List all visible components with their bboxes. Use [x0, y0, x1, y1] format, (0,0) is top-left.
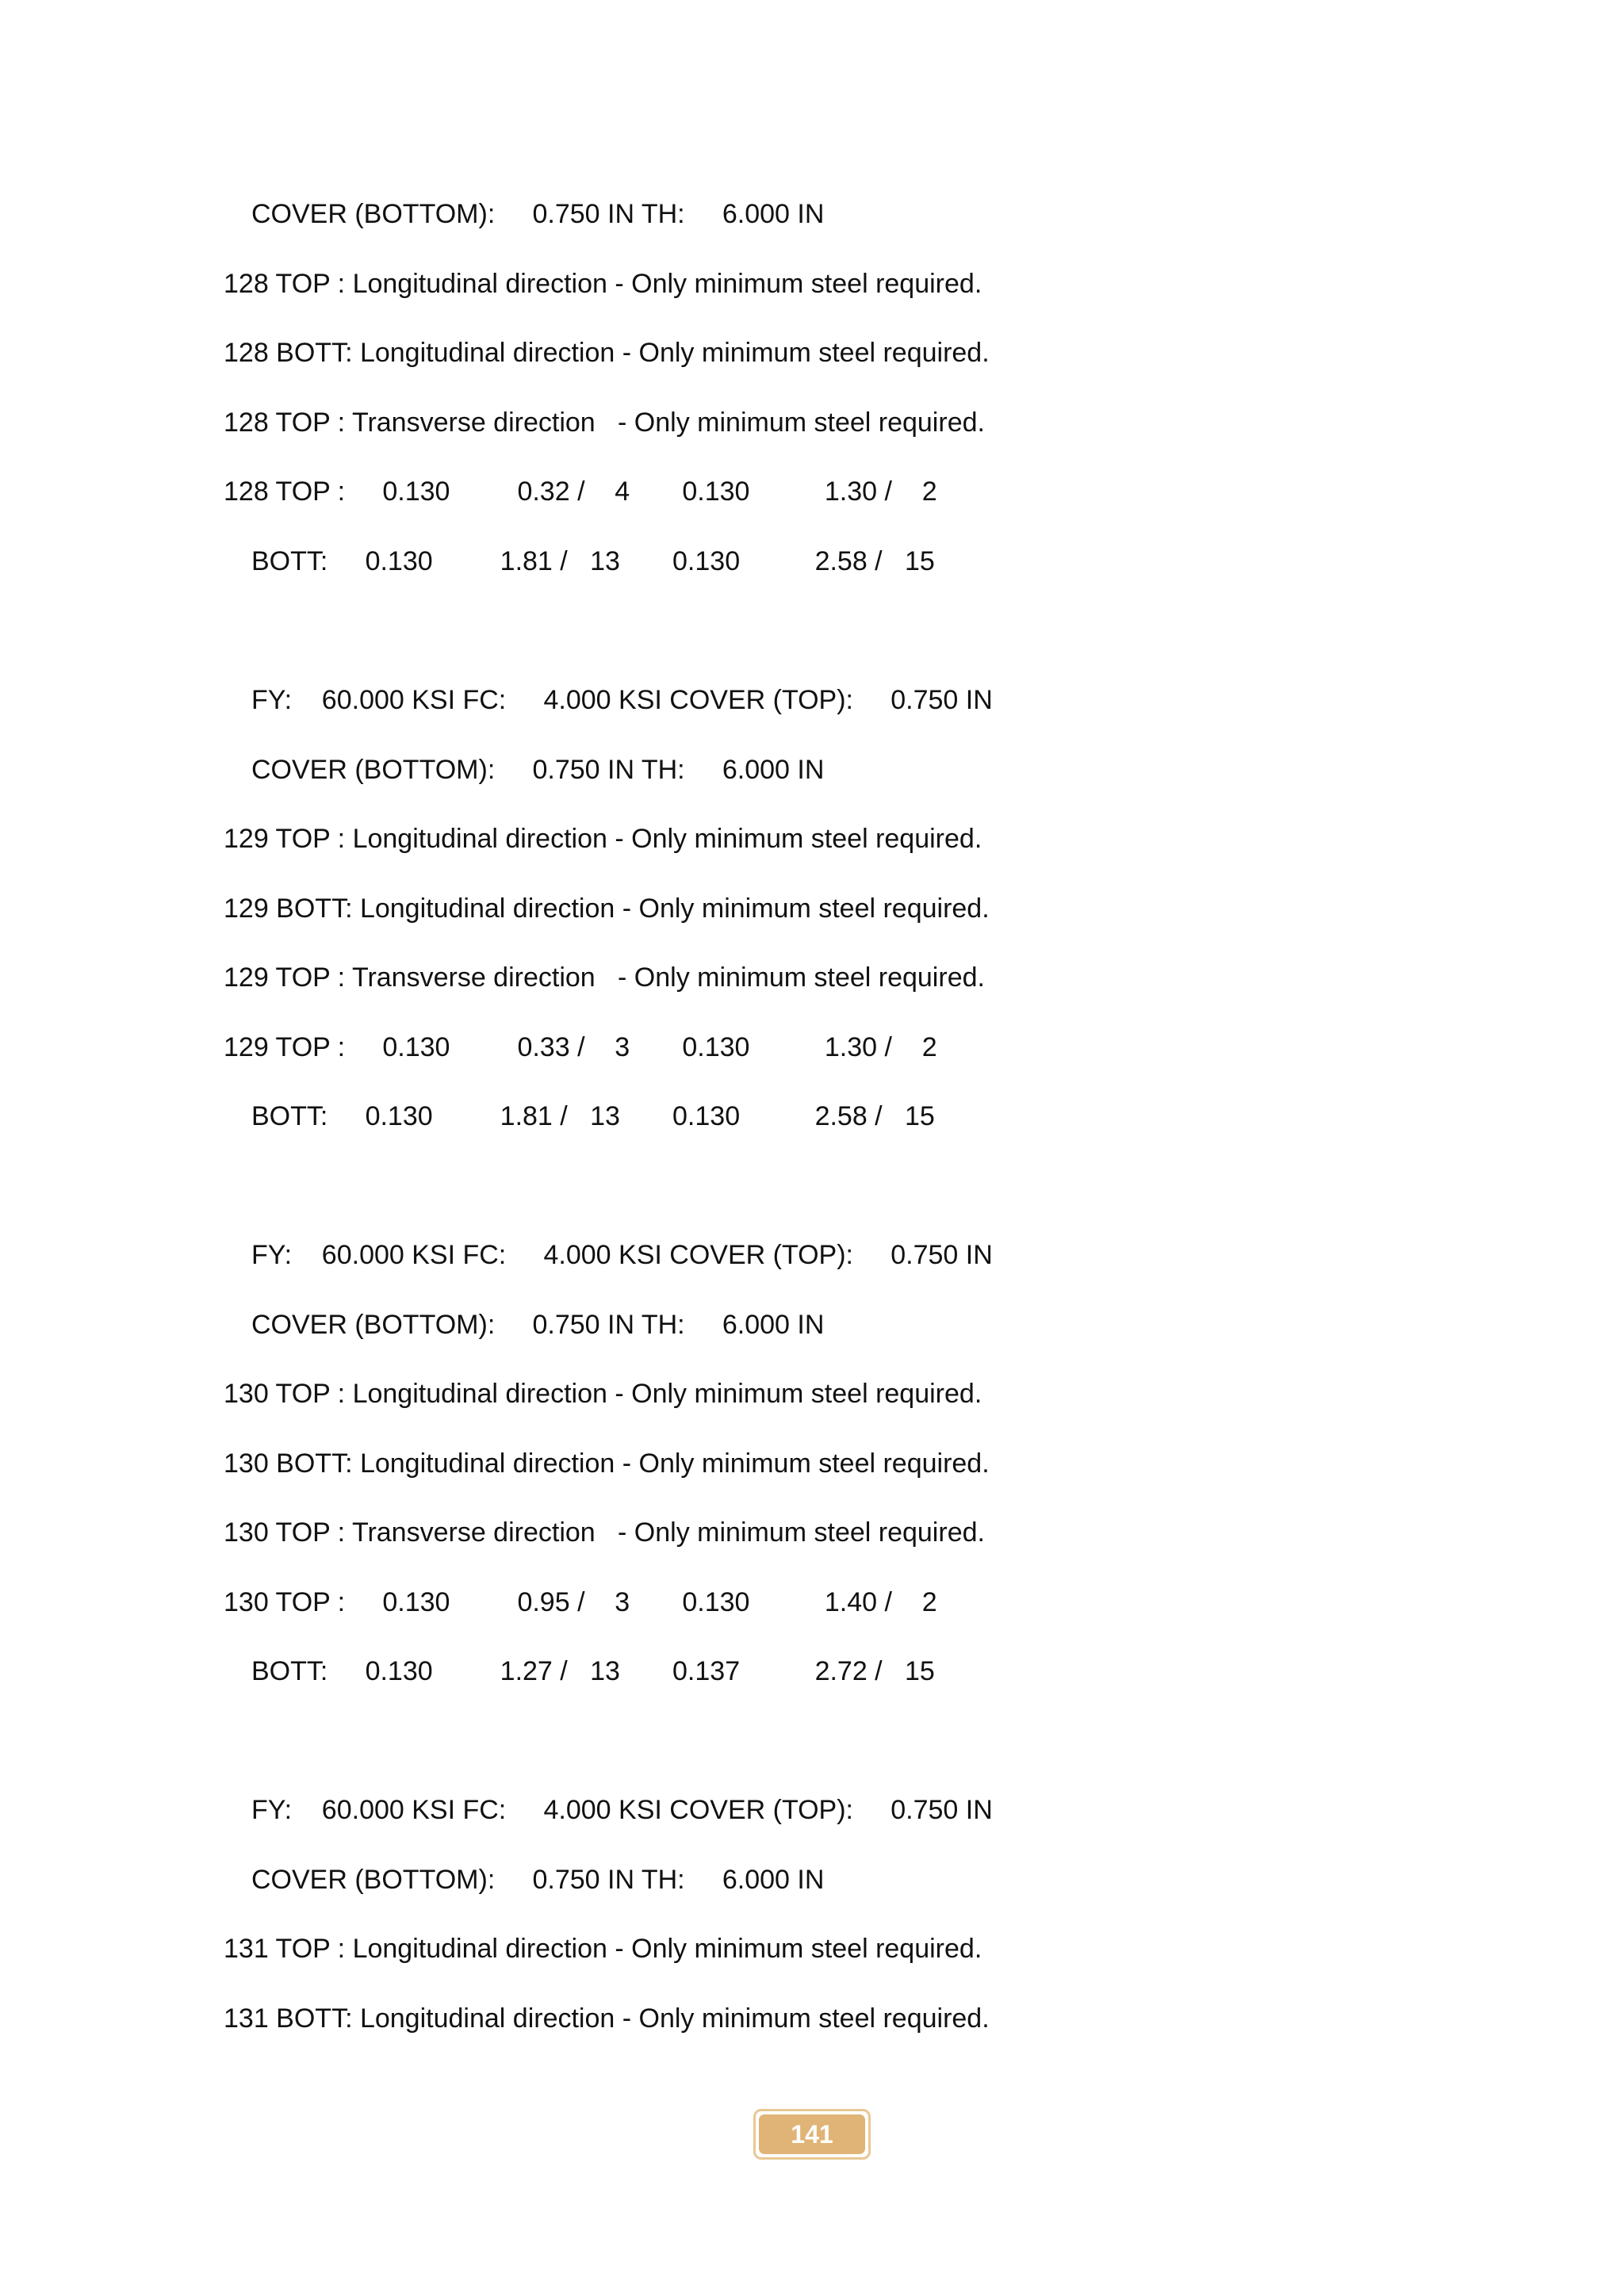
page-number: 141: [759, 2114, 865, 2154]
text-line: 129 BOTT: Longitudinal direction - Only minimum steel required.: [224, 894, 990, 924]
text-line: FY: 60.000 KSI FC: 4.000 KSI COVER (TOP): 0.750 IN: [251, 1795, 993, 1825]
text-line: BOTT: 0.130 1.81 / 13 0.130 2.58 / 15: [251, 546, 935, 576]
text-line: COVER (BOTTOM): 0.750 IN TH: 6.000 IN: [251, 1310, 825, 1340]
text-line: 128 TOP : Longitudinal direction - Only minimum steel required.: [224, 269, 982, 299]
text-line: COVER (BOTTOM): 0.750 IN TH: 6.000 IN: [251, 1865, 825, 1895]
text-line: COVER (BOTTOM): 0.750 IN TH: 6.000 IN: [251, 755, 825, 785]
text-line: 130 TOP : 0.130 0.95 / 3 0.130 1.40 / 2: [224, 1587, 937, 1617]
text-line: 130 TOP : Transverse direction - Only minimum steel required.: [224, 1517, 985, 1548]
text-line: COVER (BOTTOM): 0.750 IN TH: 6.000 IN: [251, 199, 825, 229]
text-line: 131 BOTT: Longitudinal direction - Only minimum steel required.: [224, 2003, 990, 2034]
text-line: BOTT: 0.130 1.27 / 13 0.137 2.72 / 15: [251, 1656, 935, 1686]
text-line: 128 TOP : Transverse direction - Only minimum steel required.: [224, 408, 985, 438]
text-line: 128 BOTT: Longitudinal direction - Only minimum steel required.: [224, 338, 990, 368]
page-number-badge: [753, 2109, 871, 2160]
text-line: FY: 60.000 KSI FC: 4.000 KSI COVER (TOP): 0.750 IN: [251, 685, 993, 715]
text-line: 131 TOP : Longitudinal direction - Only minimum steel required.: [224, 1934, 982, 1964]
text-line: 129 TOP : Transverse direction - Only minimum steel required.: [224, 962, 985, 993]
text-line: BOTT: 0.130 1.81 / 13 0.130 2.58 / 15: [251, 1101, 935, 1131]
text-line: 130 BOTT: Longitudinal direction - Only minimum steel required.: [224, 1448, 990, 1479]
text-line: 128 TOP : 0.130 0.32 / 4 0.130 1.30 / 2: [224, 476, 937, 507]
text-line: 129 TOP : Longitudinal direction - Only minimum steel required.: [224, 824, 982, 854]
text-line: 129 TOP : 0.130 0.33 / 3 0.130 1.30 / 2: [224, 1032, 937, 1062]
text-line: 130 TOP : Longitudinal direction - Only minimum steel required.: [224, 1379, 982, 1409]
text-line: FY: 60.000 KSI FC: 4.000 KSI COVER (TOP): 0.750 IN: [251, 1240, 993, 1270]
